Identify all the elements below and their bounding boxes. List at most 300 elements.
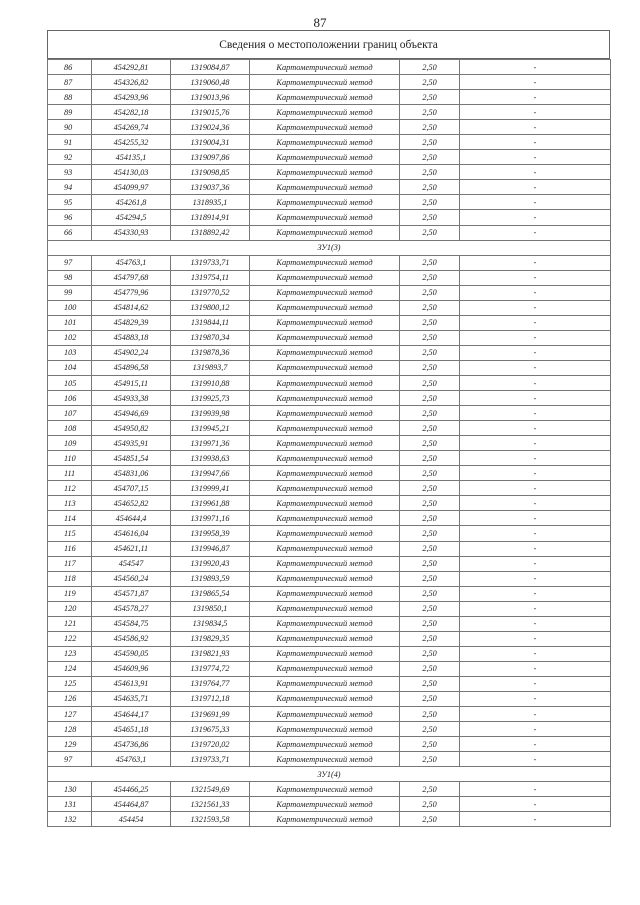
- coordinate-x: 454099,97: [92, 180, 171, 195]
- method-cell: Картометрический метод: [250, 406, 400, 421]
- coordinate-x: 454736,86: [92, 737, 171, 752]
- description-cell: -: [460, 120, 611, 135]
- table-row: [48, 285, 611, 300]
- point-number: 113: [48, 496, 92, 511]
- point-number: 121: [48, 616, 92, 631]
- coordinate-y: 1319097,86: [171, 150, 250, 165]
- method-cell: Картометрический метод: [250, 586, 400, 601]
- description-cell: -: [460, 225, 611, 240]
- coordinate-x: 454707,15: [92, 481, 171, 496]
- table-row: [48, 360, 611, 375]
- table-row: [48, 451, 611, 466]
- accuracy-cell: 2,50: [400, 691, 460, 706]
- point-number: 66: [48, 225, 92, 240]
- method-cell: Картометрический метод: [250, 90, 400, 105]
- coordinate-x: 454915,11: [92, 375, 171, 390]
- coordinate-x: 454590,05: [92, 646, 171, 661]
- coordinate-x: 454261,8: [92, 195, 171, 210]
- coordinate-x: 454547: [92, 556, 171, 571]
- table-row: [48, 676, 611, 691]
- point-number: 101: [48, 315, 92, 330]
- method-cell: Картометрический метод: [250, 616, 400, 631]
- method-cell: Картометрический метод: [250, 541, 400, 556]
- coordinate-y: 1319691,99: [171, 707, 250, 722]
- table-row: [48, 421, 611, 436]
- method-cell: Картометрический метод: [250, 330, 400, 345]
- accuracy-cell: 2,50: [400, 120, 460, 135]
- coordinate-x: 454560,24: [92, 571, 171, 586]
- method-cell: Картометрический метод: [250, 391, 400, 406]
- accuracy-cell: 2,50: [400, 646, 460, 661]
- accuracy-cell: 2,50: [400, 812, 460, 827]
- accuracy-cell: 2,50: [400, 210, 460, 225]
- table-row: [48, 60, 611, 75]
- description-cell: -: [460, 752, 611, 767]
- method-cell: Картометрический метод: [250, 631, 400, 646]
- point-number: 132: [48, 812, 92, 827]
- table-row: [48, 90, 611, 105]
- description-cell: -: [460, 75, 611, 90]
- method-cell: Картометрический метод: [250, 676, 400, 691]
- coordinate-x: 454135,1: [92, 150, 171, 165]
- method-cell: Картометрический метод: [250, 646, 400, 661]
- method-cell: Картометрический метод: [250, 571, 400, 586]
- coordinate-x: 454797,68: [92, 270, 171, 285]
- point-number: 99: [48, 285, 92, 300]
- table-row: [48, 601, 611, 616]
- accuracy-cell: 2,50: [400, 421, 460, 436]
- coordinate-x: 454902,24: [92, 345, 171, 360]
- coordinate-y: 1319733,71: [171, 255, 250, 270]
- coordinate-x: 454255,32: [92, 135, 171, 150]
- method-cell: Картометрический метод: [250, 481, 400, 496]
- table-row: [48, 812, 611, 827]
- method-cell: Картометрический метод: [250, 75, 400, 90]
- point-number: 106: [48, 391, 92, 406]
- method-cell: Картометрический метод: [250, 812, 400, 827]
- point-number: 116: [48, 541, 92, 556]
- coordinate-y: 1319675,33: [171, 722, 250, 737]
- table-row: [48, 165, 611, 180]
- coordinate-x: 454763,1: [92, 752, 171, 767]
- point-number: 96: [48, 210, 92, 225]
- coordinate-y: 1319999,41: [171, 481, 250, 496]
- coordinate-x: 454586,92: [92, 631, 171, 646]
- point-number: 125: [48, 676, 92, 691]
- accuracy-cell: 2,50: [400, 391, 460, 406]
- coordinate-y: 1319098,85: [171, 165, 250, 180]
- table-row: [48, 782, 611, 797]
- description-cell: -: [460, 616, 611, 631]
- table-row: [48, 270, 611, 285]
- coordinate-x: 454814,62: [92, 300, 171, 315]
- coordinate-x: 454851,54: [92, 451, 171, 466]
- accuracy-cell: 2,50: [400, 270, 460, 285]
- coordinate-x: 454269,74: [92, 120, 171, 135]
- coordinate-x: 454896,58: [92, 360, 171, 375]
- coordinate-x: 454330,93: [92, 225, 171, 240]
- description-cell: -: [460, 285, 611, 300]
- coordinate-y: 1319939,98: [171, 406, 250, 421]
- coordinate-y: 1318935,1: [171, 195, 250, 210]
- description-cell: -: [460, 180, 611, 195]
- accuracy-cell: 2,50: [400, 571, 460, 586]
- description-cell: -: [460, 676, 611, 691]
- coordinate-y: 1319925,73: [171, 391, 250, 406]
- coordinate-x: 454294,5: [92, 210, 171, 225]
- coordinate-x: 454831,06: [92, 466, 171, 481]
- coordinate-y: 1319720,02: [171, 737, 250, 752]
- point-number: 114: [48, 511, 92, 526]
- point-number: 112: [48, 481, 92, 496]
- table-title: Сведения о местоположении границ объекта: [47, 30, 610, 59]
- accuracy-cell: 2,50: [400, 406, 460, 421]
- description-cell: -: [460, 511, 611, 526]
- coordinate-x: 454292,81: [92, 60, 171, 75]
- accuracy-cell: 2,50: [400, 150, 460, 165]
- coordinate-x: 454616,04: [92, 526, 171, 541]
- point-number: 122: [48, 631, 92, 646]
- coordinate-x: 454613,91: [92, 676, 171, 691]
- point-number: 90: [48, 120, 92, 135]
- coordinate-y: 1319947,66: [171, 466, 250, 481]
- description-cell: -: [460, 165, 611, 180]
- description-cell: -: [460, 345, 611, 360]
- method-cell: Картометрический метод: [250, 556, 400, 571]
- point-number: 104: [48, 360, 92, 375]
- description-cell: -: [460, 691, 611, 706]
- method-cell: Картометрический метод: [250, 345, 400, 360]
- table-row: [48, 691, 611, 706]
- table-row: [48, 556, 611, 571]
- table-row: [48, 571, 611, 586]
- coordinate-x: 454644,17: [92, 707, 171, 722]
- coordinate-y: 1319013,96: [171, 90, 250, 105]
- method-cell: Картометрический метод: [250, 601, 400, 616]
- coordinate-x: 454652,82: [92, 496, 171, 511]
- table-row: [48, 466, 611, 481]
- point-number: 127: [48, 707, 92, 722]
- point-number: 130: [48, 782, 92, 797]
- coordinate-x: 454609,96: [92, 661, 171, 676]
- coordinate-y: 1321593,58: [171, 812, 250, 827]
- coordinate-y: 1319865,54: [171, 586, 250, 601]
- table-row: [48, 752, 611, 767]
- point-number: 100: [48, 300, 92, 315]
- coordinate-y: 1319910,88: [171, 375, 250, 390]
- accuracy-cell: 2,50: [400, 707, 460, 722]
- point-number: 129: [48, 737, 92, 752]
- table-row: [48, 436, 611, 451]
- point-number: 102: [48, 330, 92, 345]
- table-row: [48, 707, 611, 722]
- table-row: [48, 345, 611, 360]
- table-row: [48, 406, 611, 421]
- method-cell: Картометрический метод: [250, 451, 400, 466]
- description-cell: -: [460, 270, 611, 285]
- method-cell: Картометрический метод: [250, 255, 400, 270]
- table-row: [48, 225, 611, 240]
- coordinate-y: 1321549,69: [171, 782, 250, 797]
- description-cell: -: [460, 601, 611, 616]
- table-row: [48, 375, 611, 390]
- coordinates-table: [47, 59, 611, 827]
- description-cell: -: [460, 496, 611, 511]
- table-row: [48, 586, 611, 601]
- accuracy-cell: 2,50: [400, 360, 460, 375]
- description-cell: -: [460, 466, 611, 481]
- table-row: [48, 661, 611, 676]
- coordinate-y: 1319829,35: [171, 631, 250, 646]
- method-cell: Картометрический метод: [250, 300, 400, 315]
- accuracy-cell: 2,50: [400, 752, 460, 767]
- description-cell: -: [460, 60, 611, 75]
- accuracy-cell: 2,50: [400, 225, 460, 240]
- description-cell: -: [460, 571, 611, 586]
- point-number: 107: [48, 406, 92, 421]
- method-cell: Картометрический метод: [250, 375, 400, 390]
- method-cell: Картометрический метод: [250, 511, 400, 526]
- method-cell: Картометрический метод: [250, 436, 400, 451]
- coordinate-y: 1319946,87: [171, 541, 250, 556]
- table-row: [48, 616, 611, 631]
- table-row: [48, 481, 611, 496]
- accuracy-cell: 2,50: [400, 135, 460, 150]
- point-number: 95: [48, 195, 92, 210]
- point-number: 123: [48, 646, 92, 661]
- point-number: 131: [48, 797, 92, 812]
- method-cell: Картометрический метод: [250, 105, 400, 120]
- accuracy-cell: 2,50: [400, 616, 460, 631]
- table-row: [48, 105, 611, 120]
- method-cell: Картометрический метод: [250, 285, 400, 300]
- table-row: [48, 391, 611, 406]
- accuracy-cell: 2,50: [400, 90, 460, 105]
- coordinate-y: 1319834,5: [171, 616, 250, 631]
- coordinate-x: 454466,25: [92, 782, 171, 797]
- description-cell: -: [460, 451, 611, 466]
- method-cell: Картометрический метод: [250, 270, 400, 285]
- table-row: [48, 631, 611, 646]
- accuracy-cell: 2,50: [400, 195, 460, 210]
- accuracy-cell: 2,50: [400, 676, 460, 691]
- coordinate-y: 1319958,39: [171, 526, 250, 541]
- accuracy-cell: 2,50: [400, 451, 460, 466]
- accuracy-cell: 2,50: [400, 60, 460, 75]
- table-row: [48, 646, 611, 661]
- accuracy-cell: 2,50: [400, 75, 460, 90]
- coordinate-y: 1319084,87: [171, 60, 250, 75]
- coordinate-x: 454935,91: [92, 436, 171, 451]
- coordinate-y: 1319844,11: [171, 315, 250, 330]
- point-number: 110: [48, 451, 92, 466]
- coordinate-x: 454651,18: [92, 722, 171, 737]
- description-cell: -: [460, 481, 611, 496]
- coordinate-x: 454454: [92, 812, 171, 827]
- accuracy-cell: 2,50: [400, 481, 460, 496]
- accuracy-cell: 2,50: [400, 722, 460, 737]
- table-row: [48, 120, 611, 135]
- coordinate-x: 454621,11: [92, 541, 171, 556]
- coordinate-y: 1319712,18: [171, 691, 250, 706]
- coordinate-y: 1319774,72: [171, 661, 250, 676]
- description-cell: -: [460, 661, 611, 676]
- accuracy-cell: 2,50: [400, 180, 460, 195]
- description-cell: -: [460, 315, 611, 330]
- coordinate-x: 454950,82: [92, 421, 171, 436]
- accuracy-cell: 2,50: [400, 165, 460, 180]
- accuracy-cell: 2,50: [400, 330, 460, 345]
- accuracy-cell: 2,50: [400, 496, 460, 511]
- page-number: 87: [313, 15, 327, 30]
- coordinate-y: 1319893,7: [171, 360, 250, 375]
- coordinate-x: 454464,87: [92, 797, 171, 812]
- point-number: 88: [48, 90, 92, 105]
- coordinate-y: 1319870,34: [171, 330, 250, 345]
- accuracy-cell: 2,50: [400, 105, 460, 120]
- method-cell: Картометрический метод: [250, 210, 400, 225]
- coordinate-y: 1319004,31: [171, 135, 250, 150]
- point-number: 97: [48, 255, 92, 270]
- accuracy-cell: 2,50: [400, 300, 460, 315]
- coordinate-y: 1319850,1: [171, 601, 250, 616]
- method-cell: Картометрический метод: [250, 752, 400, 767]
- description-cell: -: [460, 255, 611, 270]
- point-number: 94: [48, 180, 92, 195]
- coordinate-y: 1319878,36: [171, 345, 250, 360]
- coordinate-y: 1319945,21: [171, 421, 250, 436]
- accuracy-cell: 2,50: [400, 661, 460, 676]
- coordinate-x: 454584,75: [92, 616, 171, 631]
- point-number: 119: [48, 586, 92, 601]
- point-number: 86: [48, 60, 92, 75]
- coordinate-y: 1319961,88: [171, 496, 250, 511]
- point-number: 120: [48, 601, 92, 616]
- coordinate-x: 454946,69: [92, 406, 171, 421]
- section-row: [48, 767, 611, 782]
- coordinate-y: 1319920,43: [171, 556, 250, 571]
- accuracy-cell: 2,50: [400, 375, 460, 390]
- table-row: [48, 150, 611, 165]
- description-cell: -: [460, 195, 611, 210]
- table-row: [48, 722, 611, 737]
- section-row: [48, 240, 611, 255]
- accuracy-cell: 2,50: [400, 556, 460, 571]
- accuracy-cell: 2,50: [400, 285, 460, 300]
- point-number: 97: [48, 752, 92, 767]
- description-cell: -: [460, 421, 611, 436]
- method-cell: Картометрический метод: [250, 722, 400, 737]
- method-cell: Картометрический метод: [250, 797, 400, 812]
- table-row: [48, 75, 611, 90]
- point-number: 128: [48, 722, 92, 737]
- point-number: 89: [48, 105, 92, 120]
- method-cell: Картометрический метод: [250, 135, 400, 150]
- coordinate-x: 454130,03: [92, 165, 171, 180]
- coordinate-y: 1321561,33: [171, 797, 250, 812]
- point-number: 91: [48, 135, 92, 150]
- description-cell: -: [460, 300, 611, 315]
- accuracy-cell: 2,50: [400, 526, 460, 541]
- coordinate-y: 1319800,12: [171, 300, 250, 315]
- coordinate-y: 1319037,36: [171, 180, 250, 195]
- coordinate-y: 1319821,93: [171, 646, 250, 661]
- coordinate-y: 1319733,71: [171, 752, 250, 767]
- description-cell: -: [460, 586, 611, 601]
- description-cell: -: [460, 105, 611, 120]
- method-cell: Картометрический метод: [250, 737, 400, 752]
- method-cell: Картометрический метод: [250, 60, 400, 75]
- accuracy-cell: 2,50: [400, 345, 460, 360]
- description-cell: -: [460, 812, 611, 827]
- method-cell: Картометрический метод: [250, 315, 400, 330]
- table-row: [48, 180, 611, 195]
- method-cell: Картометрический метод: [250, 195, 400, 210]
- coordinate-x: 454779,96: [92, 285, 171, 300]
- description-cell: -: [460, 150, 611, 165]
- description-cell: -: [460, 375, 611, 390]
- table-row: [48, 526, 611, 541]
- table-row: [48, 496, 611, 511]
- coordinate-y: 1318892,42: [171, 225, 250, 240]
- accuracy-cell: 2,50: [400, 255, 460, 270]
- description-cell: -: [460, 360, 611, 375]
- description-cell: -: [460, 556, 611, 571]
- table-row: [48, 135, 611, 150]
- method-cell: Картометрический метод: [250, 150, 400, 165]
- coordinate-y: 1319971,16: [171, 511, 250, 526]
- point-number: 103: [48, 345, 92, 360]
- coordinate-x: 454282,18: [92, 105, 171, 120]
- accuracy-cell: 2,50: [400, 782, 460, 797]
- description-cell: -: [460, 782, 611, 797]
- method-cell: Картометрический метод: [250, 466, 400, 481]
- method-cell: Картометрический метод: [250, 661, 400, 676]
- method-cell: Картометрический метод: [250, 526, 400, 541]
- coordinate-x: 454578,27: [92, 601, 171, 616]
- coordinate-y: 1319754,11: [171, 270, 250, 285]
- description-cell: -: [460, 330, 611, 345]
- accuracy-cell: 2,50: [400, 436, 460, 451]
- coordinate-y: 1319971,36: [171, 436, 250, 451]
- method-cell: Картометрический метод: [250, 782, 400, 797]
- coordinate-x: 454571,87: [92, 586, 171, 601]
- method-cell: Картометрический метод: [250, 120, 400, 135]
- table-row: [48, 797, 611, 812]
- coordinate-x: 454326,82: [92, 75, 171, 90]
- method-cell: Картометрический метод: [250, 691, 400, 706]
- accuracy-cell: 2,50: [400, 466, 460, 481]
- accuracy-cell: 2,50: [400, 601, 460, 616]
- method-cell: Картометрический метод: [250, 225, 400, 240]
- coordinate-x: 454883,18: [92, 330, 171, 345]
- description-cell: -: [460, 797, 611, 812]
- method-cell: Картометрический метод: [250, 165, 400, 180]
- coordinate-x: 454763,1: [92, 255, 171, 270]
- coordinate-x: 454829,39: [92, 315, 171, 330]
- description-cell: -: [460, 646, 611, 661]
- description-cell: -: [460, 737, 611, 752]
- section-label: ЗУ1(4): [48, 767, 611, 782]
- method-cell: Картометрический метод: [250, 707, 400, 722]
- point-number: 117: [48, 556, 92, 571]
- coordinate-y: 1319024,36: [171, 120, 250, 135]
- table-row: [48, 737, 611, 752]
- table-row: [48, 511, 611, 526]
- description-cell: -: [460, 436, 611, 451]
- point-number: 105: [48, 375, 92, 390]
- coordinate-y: 1319938,63: [171, 451, 250, 466]
